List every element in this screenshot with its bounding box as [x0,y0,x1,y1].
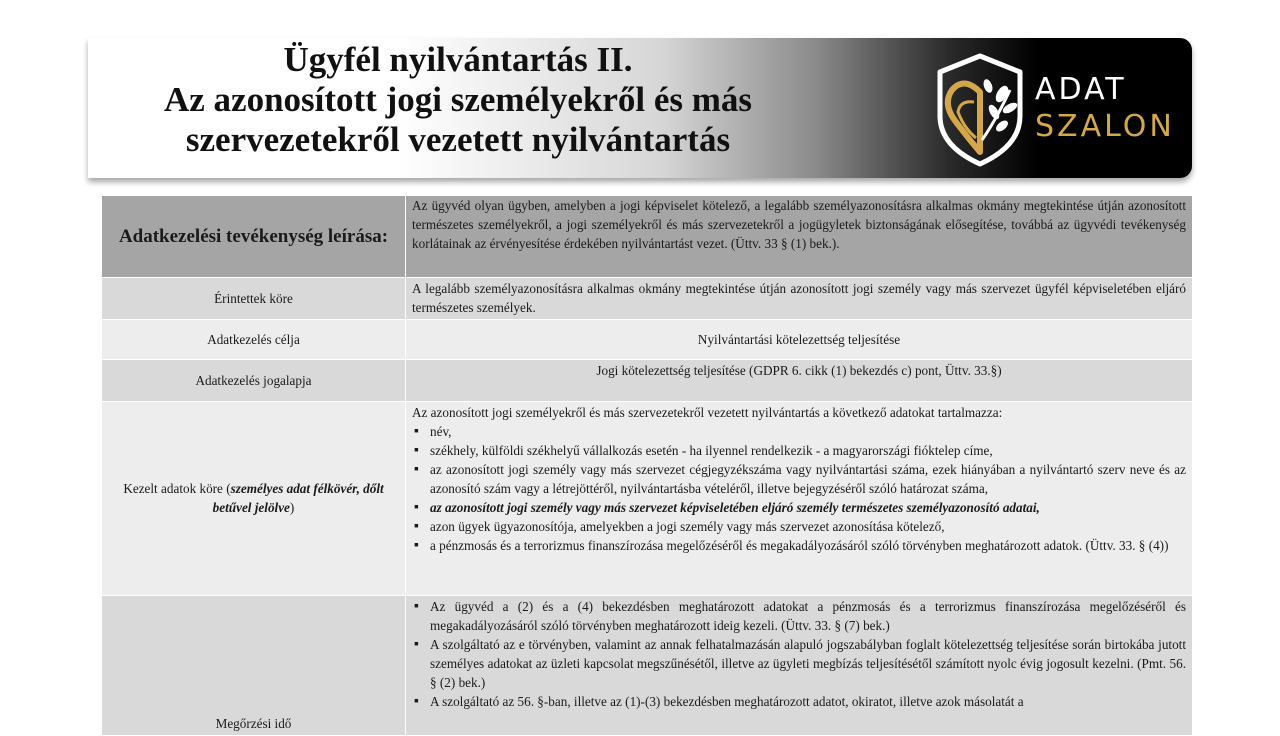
affected-value: A legalább személyazonosításra alkalmas okmány megtekintése útján azonosított jogi személy vagy más szervezet ügyfél képviseletében eljáró természetes személyek. [406,278,1193,320]
affected-label: Érintettek köre [102,278,406,320]
list-item: ▪ A szolgáltató az 56. §-ban, illetve az (1)-(3) bekezdésben meghatározott adatot, okiratot, illetve azok másolatát a [412,692,1186,711]
legal-basis-value: Jogi kötelezettség teljesítése (GDPR 6. cikk (1) bekezdés c) pont, Üttv. 33.§) [406,360,1193,402]
data-scope-label-prefix: Kezelt adatok köre ( [123,481,231,496]
retention-list [412,597,1186,711]
list-item: ▪ Az ügyvéd a (2) és a (4) bekezdésben meghatározott adatokat a pénzmosás és a terrorizmus finanszírozása megelőzéséről és megakadályozásáról szóló törvényben meghatározott ideig kezeli. (Üttv. 33. § (7) bek.) [412,597,1186,635]
description-value: Az ügyvéd olyan ügyben, amelyben a jogi képviselet kötelező, a legalább személyazonosításra alkalmas okmány megtekintése útján azonosított természetes személyekről, a jogi személyekről és más szervezetekről a jogügyletek biztonságának elősegítése, továbbá az ügyvédi tevékenység korlátainak az érvényesítése érdekében nyilvántartást vezet. (Üttv. 33 § (1) bek.). [406,196,1193,278]
logo-text-adat: ADAT [1035,72,1127,107]
legal-basis-label: Adatkezelés jogalapja [102,360,406,402]
data-scope-intro: Az azonosított jogi személyekről és más szervezetekről vezetett nyilvántartás a következő adatokat tartalmazza: [412,405,1003,420]
table-row-description [102,196,1193,278]
page-title [88,40,828,160]
list-item: ▪ azon ügyek ügyazonosítója, amelyekben a jogi személy vagy más szervezet azonosítása kötelező, [412,517,1186,536]
list-item: ▪ az azonosított jogi személy vagy más szervezet cégjegyzékszáma vagy nyilvántartási száma, ezek hiányában a nyilvántartó szerv neve és az azonosító szám vagy a létrejöttéről, nyilvántartásba vételéről, illetve bejegyzéséről szóló határozat száma, [412,460,1186,498]
table-row-purpose [102,320,1193,360]
retention-value [406,596,1193,736]
data-scope-label-emphasis: személyes adat félkövér, dőlt betűvel jelölve [212,481,384,515]
table-row-retention [102,596,1193,736]
data-scope-value [406,402,1193,596]
table-row-legal-basis [102,360,1193,402]
description-label: Adatkezelési tevékenység leírása: [102,196,406,278]
title-line-3: szervezetekről vezetett nyilvántartás [185,120,731,159]
list-item: ▪ A szolgáltató az e törvényben, valamint az annak felhatalmazásán alapuló jogszabályban foglalt kötelezettség teljesítése során birtokába jutott személyes adatokat az üzleti kapcsolat megszűnésétől, illetve az ügyleti megbízás teljesítésétől számított nyolc évig jogosult kezelni. (Pmt. 56. § (2) bek.) [412,635,1186,692]
data-processing-table [101,195,1193,736]
title-line-2: Az azonosított jogi személyekről és más [163,80,753,119]
purpose-value: Nyilvántartási kötelezettség teljesítése [406,320,1193,360]
table-row-affected [102,278,1193,320]
table-row-data-scope [102,402,1193,596]
list-item-personal-data: ▪ az azonosított jogi személy vagy más szervezet képviseletében eljáró személy természetes személyazonosító adatai, [412,498,1186,517]
logo-text-szalon: SZALON [1035,109,1175,144]
data-scope-list [412,422,1186,555]
list-item: ▪ a pénzmosás és a terrorizmus finanszírozása megelőzéséről és megakadályozásáról szóló törvényben meghatározott adatok. (Üttv. 33. § (4)) [412,536,1186,555]
list-item: ▪ név, [412,422,1186,441]
data-scope-label-suffix: ) [289,500,295,515]
retention-label: Megőrzési idő [102,596,406,736]
purpose-label: Adatkezelés célja [102,320,406,360]
list-item: ▪ székhely, külföldi székhelyű vállalkozás esetén - ha ilyennel rendelkezik - a magyarországi fióktelep címe, [412,441,1186,460]
data-scope-label [102,402,406,596]
title-line-1: Ügyfél nyilvántartás II. [283,40,633,79]
